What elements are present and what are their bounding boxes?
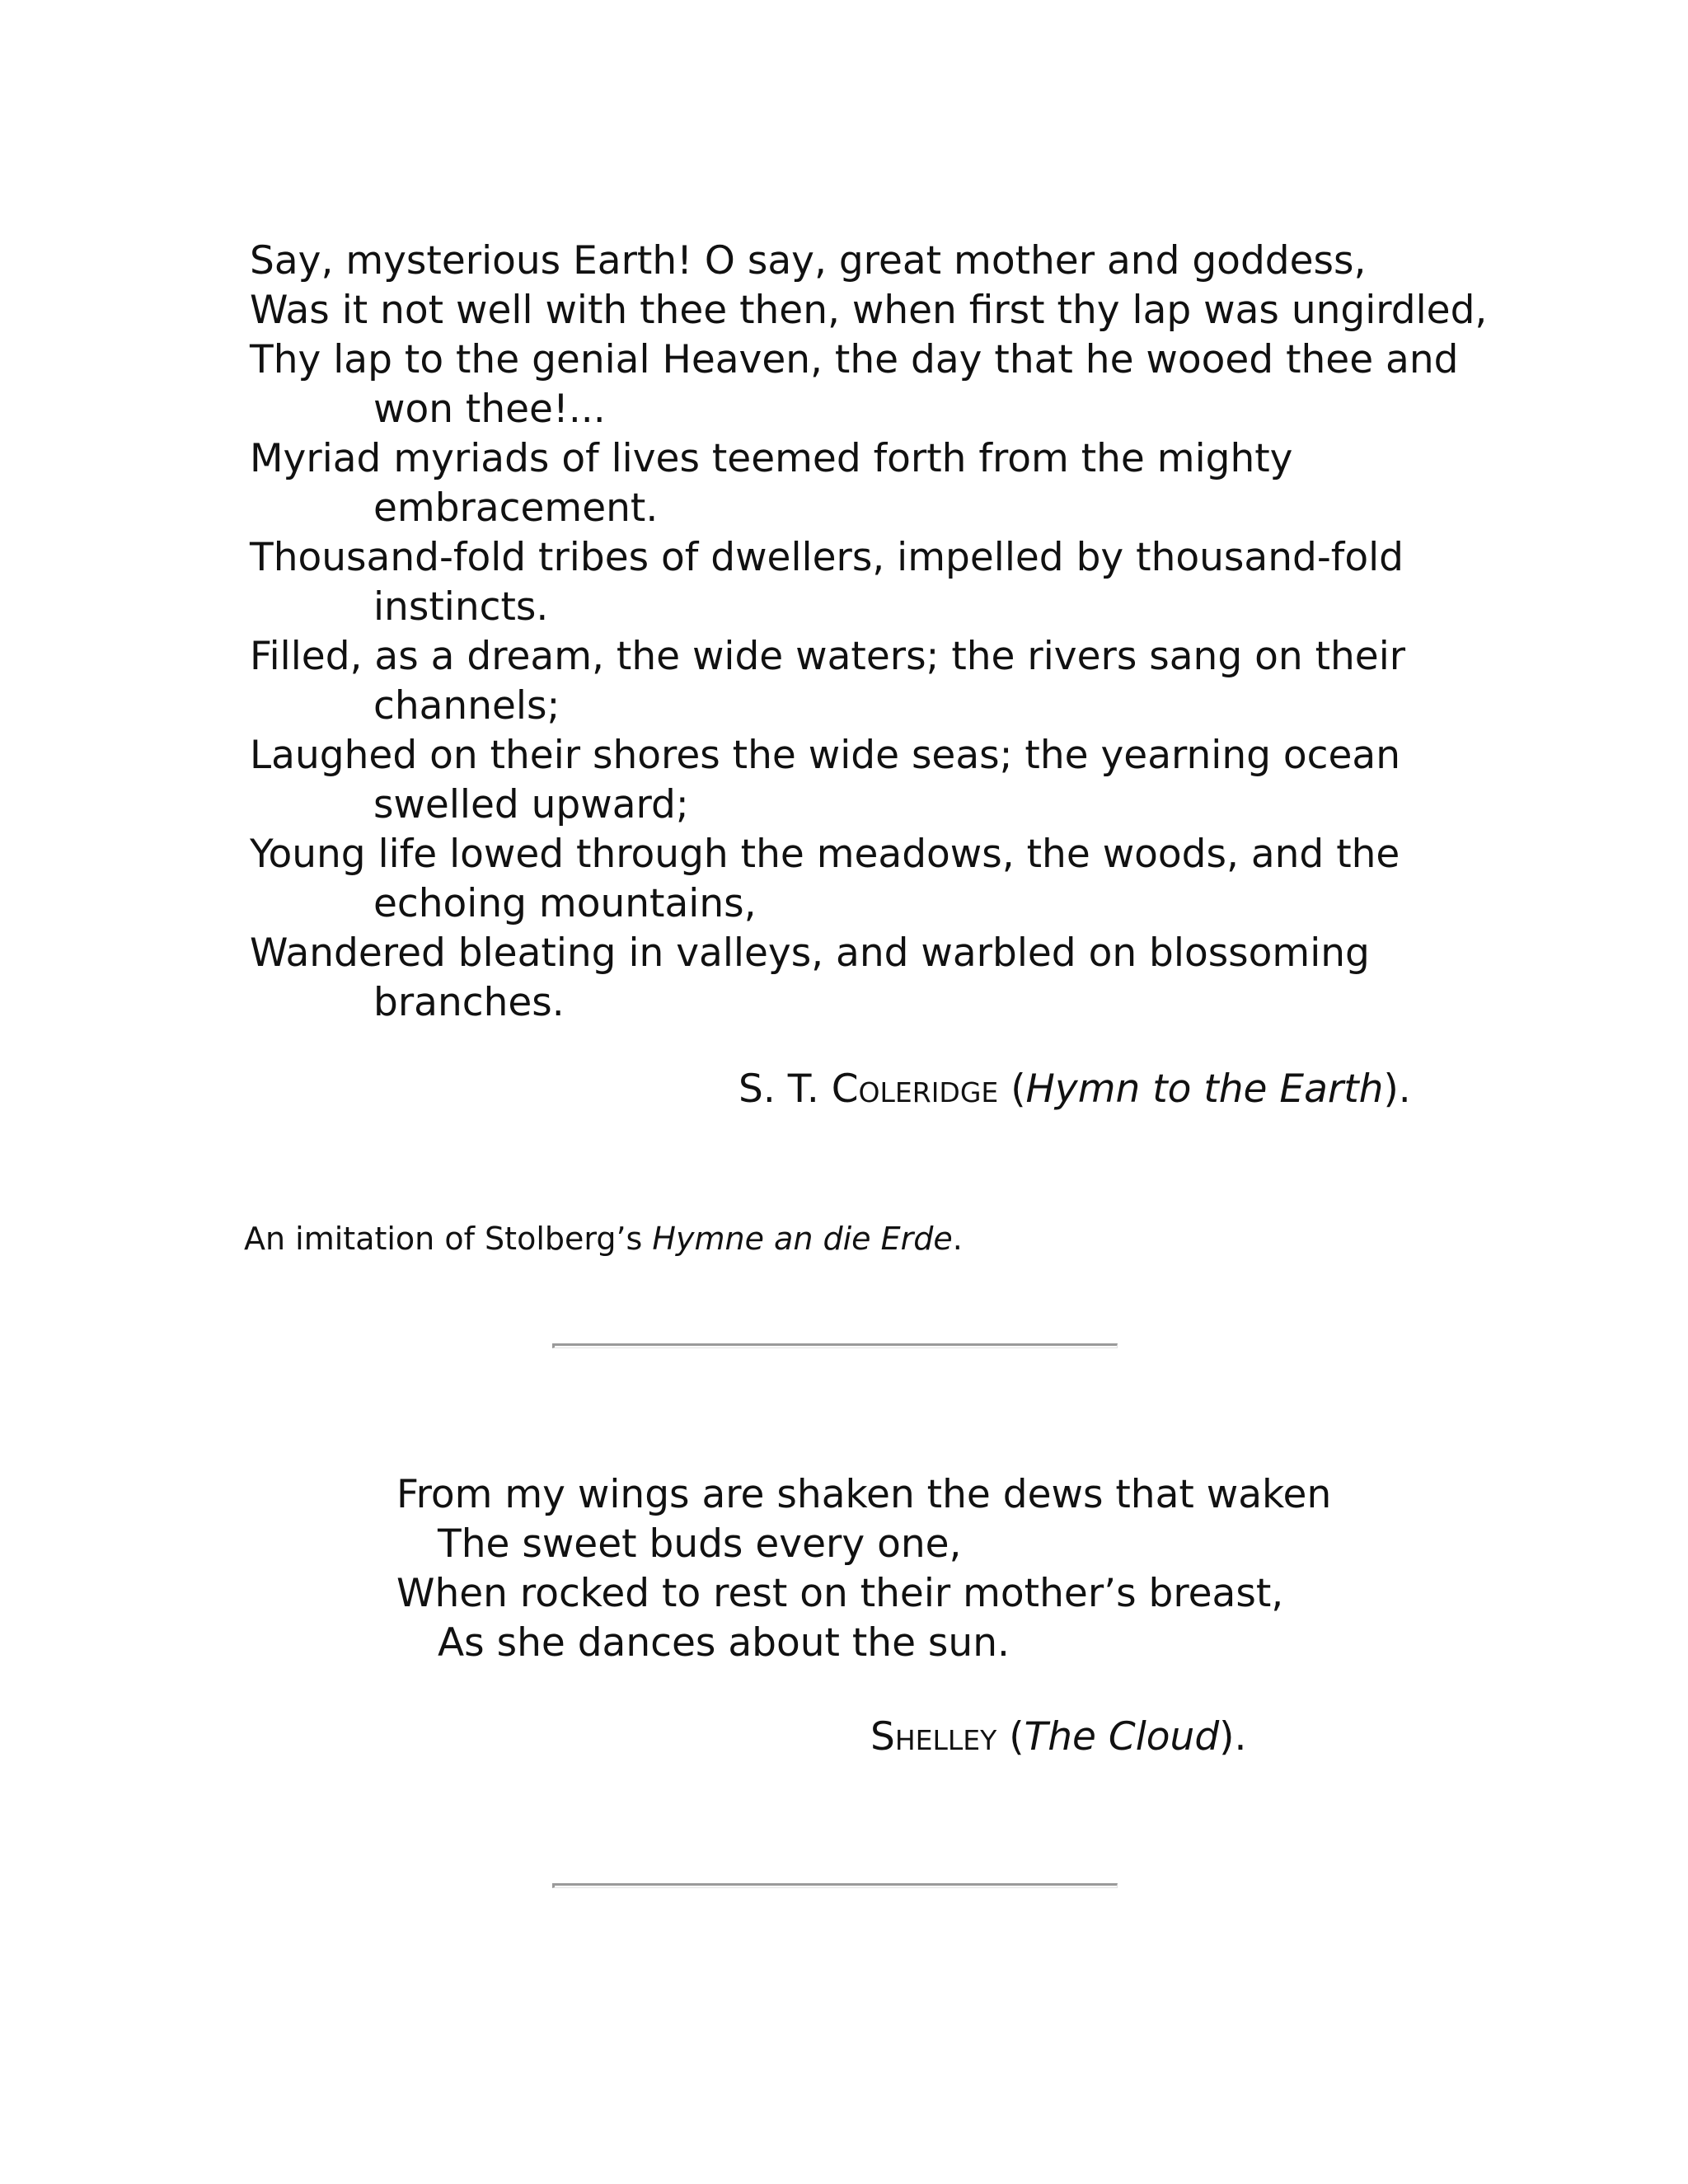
shelley-attribution	[870, 1713, 1246, 1762]
attribution-open: (	[998, 1066, 1026, 1112]
poem-line-2: Was it not well with thee then, when first thy lap was ungirdled,	[250, 288, 1488, 333]
cloud-line-3: When rocked to rest on their mother’s breast,	[396, 1571, 1284, 1616]
poem-line-9-continuation: branches.	[373, 980, 565, 1025]
footnote-work: Hymne an die Erde	[652, 1221, 953, 1257]
attribution-author: Shelley	[870, 1714, 997, 1760]
attribution-work: The Cloud	[1024, 1714, 1220, 1760]
poem-line-3: Thy lap to the genial Heaven, the day that he wooed thee and	[250, 337, 1459, 382]
footnote-text: An imitation of Stolberg’s	[244, 1221, 653, 1257]
poem-the-cloud	[396, 1470, 1468, 1668]
poem-line-8: Young life lowed through the meadows, the woods, and the	[250, 832, 1400, 877]
attribution-open: (	[996, 1714, 1025, 1760]
attribution-prefix: S. T.	[738, 1066, 832, 1112]
attribution-close: ).	[1219, 1714, 1247, 1760]
poem-hymn-to-the-earth	[250, 237, 1486, 1028]
poem-line-1: Say, mysterious Earth! O say, great mother and goddess,	[250, 238, 1367, 284]
section-divider	[552, 1883, 1118, 1888]
poem-line-4-continuation: embracement.	[373, 485, 659, 531]
poem-line-9: Wandered bleating in valleys, and warbled on blossoming	[250, 930, 1370, 976]
footnote	[244, 1218, 963, 1259]
poem-line-5: Thousand-fold tribes of dwellers, impelled by thousand-fold	[250, 535, 1404, 580]
footnote-end: .	[952, 1221, 963, 1257]
cloud-line-2: The sweet buds every one,	[438, 1521, 962, 1567]
attribution-work: Hymn to the Earth	[1025, 1066, 1384, 1112]
attribution-author: Coleridge	[831, 1066, 999, 1112]
cloud-line-4: As she dances about the sun.	[438, 1620, 1010, 1666]
poem-line-6-continuation: channels;	[373, 683, 560, 729]
section-divider	[552, 1343, 1118, 1348]
poem-line-7-continuation: swelled upward;	[373, 782, 689, 827]
attribution-close: ).	[1383, 1066, 1411, 1112]
coleridge-attribution	[738, 1065, 1411, 1114]
poem-line-3-continuation: won thee!...	[373, 387, 606, 432]
poem-line-7: Laughed on their shores the wide seas; the yearning ocean	[250, 733, 1401, 778]
cloud-line-1: From my wings are shaken the dews that waken	[396, 1472, 1332, 1517]
poem-line-5-continuation: instincts.	[373, 584, 549, 630]
poem-line-6: Filled, as a dream, the wide waters; the rivers sang on their	[250, 634, 1406, 679]
poem-line-4: Myriad myriads of lives teemed forth from the mighty	[250, 436, 1293, 481]
poem-line-8-continuation: echoing mountains,	[373, 881, 757, 926]
